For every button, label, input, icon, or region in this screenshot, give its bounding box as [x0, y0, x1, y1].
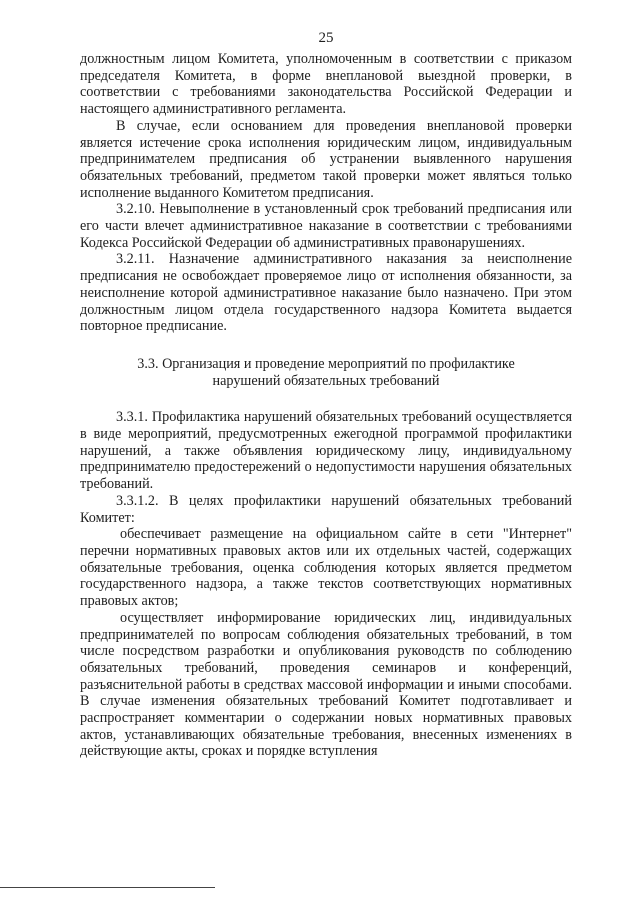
paragraph-3-3-1: 3.3.1. Профилактика нарушений обязательных требований осуществляется в виде мероприятий, предусмотренных ежегодной программой профилактики нарушений, а также объявления юридическому лицу, индивидуальному предпринимателю предостережений о недопустимости нарушения обязательных требований.	[80, 409, 572, 493]
paragraph-3-3-1-2: 3.3.1.2. В целях профилактики нарушений обязательных требований Комитет:	[80, 492, 572, 526]
paragraph-unplanned-inspection: В случае, если основанием для проведения внеплановой проверки является истечение срока исполнения юридическим лицом, индивидуальным предпринимателем предписания об устранении выявленного нарушения обязательных требований, предметом такой проверки может являться только исполнение выданного Комитетом предписания.	[80, 117, 572, 201]
page-number: 25	[318, 30, 334, 46]
document-body	[80, 51, 572, 760]
section-heading-line-2: нарушений обязательных требований	[212, 372, 440, 389]
paragraph-3-2-11: 3.2.11. Назначение административного наказания за неисполнение предписания не освобождает проверяемое лицо от исполнения обязанности, за неисполнение которой административное наказание было назначено. При этом должностным лицом отдела государственного надзора Комитета выдается повторное предписание.	[80, 251, 572, 335]
paragraph-continuation: должностным лицом Комитета, уполномоченным в соответствии с приказом председателя Комитета, в форме внеплановой выездной проверки, в соответствии с требованиями законодательства Российской Федерации и настоящего административного регламента.	[80, 51, 572, 118]
paragraph-3-2-10: 3.2.10. Невыполнение в установленный срок требований предписания или его части влечет административное наказание в соответствии с требованиями Кодекса Российской Федерации об административных правонарушениях.	[80, 201, 572, 251]
section-heading	[80, 356, 572, 389]
paragraph-informing: осуществляет информирование юридических лиц, индивидуальных предпринимателей по вопросам соблюдения обязательных требований, в том числе посредством разработки и опубликования руководств по соблюдению обязательных требований, проведения семинаров и конференций, разъяснительной работы в средствах массовой информации и иными способами. В случае изменения обязательных требований Комитет подготавливает и распространяет комментарии о содержании новых нормативных правовых актов, устанавливающих обязательные требования, внесенных изменениях в действующие акты, сроках и порядке вступления	[80, 609, 572, 760]
footnote-divider	[0, 887, 215, 888]
paragraph-website-publication: обеспечивает размещение на официальном сайте в сети "Интернет" перечни нормативных правовых актов или их отдельных частей, содержащих обязательные требования, оценка соблюдения которых является предметом государственного надзора, а также текстов соответствующих нормативных правовых актов;	[80, 526, 572, 610]
section-heading-line-1: 3.3. Организация и проведение мероприятий по профилактике	[137, 355, 515, 372]
